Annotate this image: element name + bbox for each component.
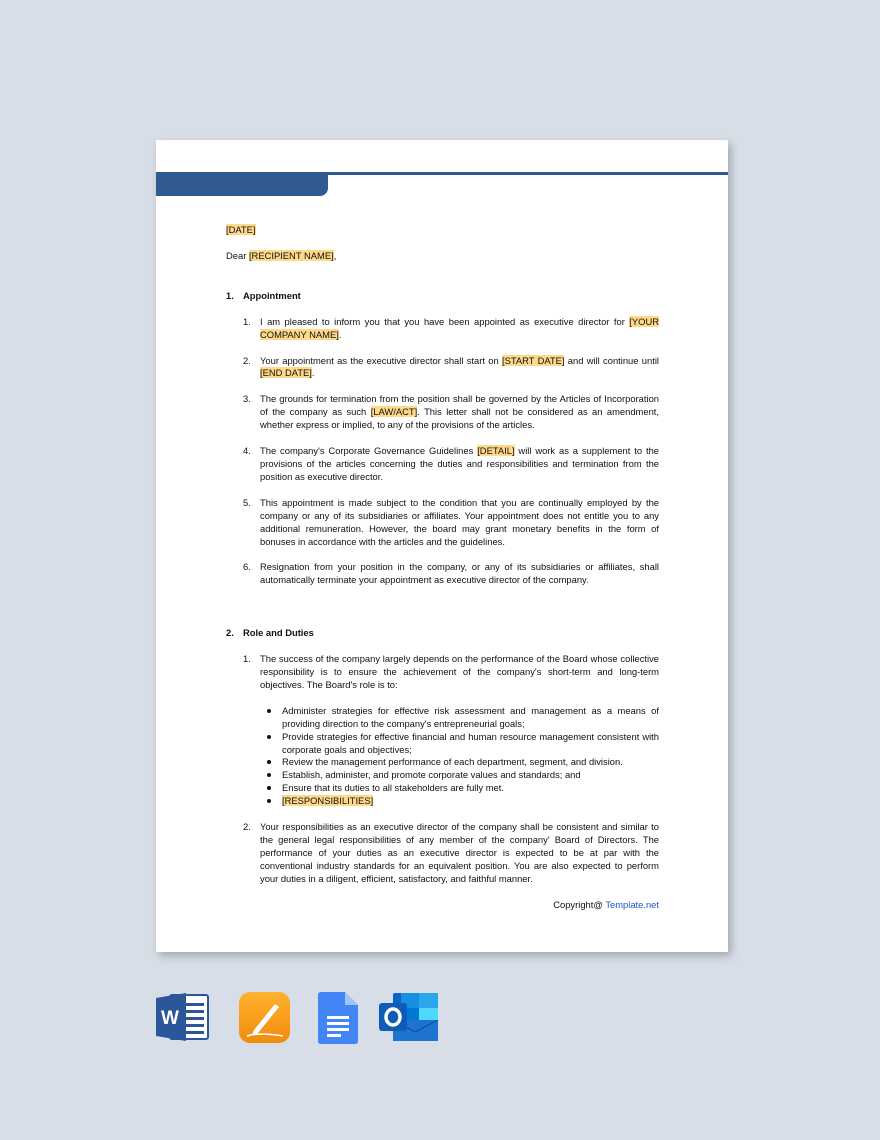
item-text: The success of the company largely depends on the performance of the Board whose collective responsibility is to ensure the achievement of the company's short-term and long-term objectives. The Board's role is to: xyxy=(260,653,659,690)
board-role-list xyxy=(226,705,659,808)
item-text: . xyxy=(311,367,315,379)
section-1-item-3 xyxy=(226,393,659,432)
item-text: Resignation from your position in the company, or any of its subsidiaries or affiliates, shall automatically terminate your appointment as executive director of the company. xyxy=(260,561,659,586)
date-placeholder: [DATE] xyxy=(226,224,256,235)
item-number: 4. xyxy=(243,445,251,457)
salutation-prefix: Dear xyxy=(226,249,249,261)
list-item: Establish, administer, and promote corporate values and standards; and xyxy=(226,769,659,782)
template-net-link[interactable]: Template.net xyxy=(605,898,659,910)
copyright-line xyxy=(226,899,659,912)
list-item: Administer strategies for effective risk assessment and management as a means of providing direction to the company's entrepreneurial goals; xyxy=(226,705,659,731)
section-2-number: 2. xyxy=(226,627,234,639)
svg-text:W: W xyxy=(161,1008,179,1029)
list-item xyxy=(226,795,659,808)
salutation-suffix: , xyxy=(333,249,337,261)
section-2-title-text: Role and Duties xyxy=(243,627,314,639)
section-2-title xyxy=(226,627,659,640)
item-text: The company's Corporate Governance Guidelines xyxy=(260,445,478,457)
word-icon[interactable] xyxy=(156,992,210,1047)
list-item: Ensure that its duties to all stakeholders are fully met. xyxy=(226,782,659,795)
section-1-item-1 xyxy=(226,316,659,342)
item-text: Your responsibilities as an executive director of the company shall be consistent and similar to the general legal responsibilities of any member of the company' Board of Directors. The performance of your duties as an executive director is expected to be at par with the conventional industry standards for an equivalent position. You are also expected to perform your duties in a diligent, efficient, satisfactory, and faithful manner. xyxy=(260,821,659,884)
end-date-placeholder: [END DATE] xyxy=(260,367,312,379)
item-text: will work as a supplement to the provisions of the articles concerning the duties and responsibilities and termination from the position as executive director. xyxy=(260,445,659,482)
item-number: 6. xyxy=(243,561,251,573)
law-act-placeholder: [LAW/ACT] xyxy=(370,406,418,418)
pages-icon[interactable] xyxy=(239,992,290,1048)
detail-placeholder: [DETAIL] xyxy=(477,445,515,457)
section-1-title-text: Appointment xyxy=(243,289,301,301)
item-text: . This letter shall not be considered as an amendment, whether express or implied, to any of the provisions of the articles. xyxy=(260,406,659,431)
section-1-item-4 xyxy=(226,445,659,484)
header-tab xyxy=(156,175,328,196)
section-2-item-2 xyxy=(226,821,659,886)
item-text: . xyxy=(338,328,342,340)
item-text: Your appointment as the executive director shall start on xyxy=(260,354,502,366)
item-text: I am pleased to inform you that you have been appointed as executive director for xyxy=(260,315,630,327)
section-spacer xyxy=(226,600,659,627)
document-page xyxy=(156,140,728,952)
item-number: 2. xyxy=(243,821,251,833)
section-1-title xyxy=(226,290,659,303)
item-text: The grounds for termination from the position shall be governed by the Articles of Incorporation of the company as such xyxy=(260,393,659,418)
google-docs-icon[interactable] xyxy=(318,992,358,1049)
letter-body xyxy=(226,224,659,912)
date-line xyxy=(226,224,659,237)
outlook-icon[interactable] xyxy=(379,992,439,1047)
item-number: 3. xyxy=(243,393,251,405)
list-item: Review the management performance of each department, segment, and division. xyxy=(226,756,659,769)
item-text: This appointment is made subject to the condition that you are continually employed by the company or any of its subsidiaries or affiliates. Your appointment does not entitle you to any additional remuneration. However, the board may grant monetary benefits in the form of bonuses in accordance with the articles and the guidelines. xyxy=(260,496,659,547)
item-number: 1. xyxy=(243,653,251,665)
company-name-placeholder: [YOUR COMPANY NAME] xyxy=(260,315,659,340)
salutation xyxy=(226,250,659,263)
section-1-item-5 xyxy=(226,497,659,549)
item-text: and will continue until xyxy=(564,354,659,366)
copyright-text: Copyright@ xyxy=(553,898,606,910)
responsibilities-placeholder: [RESPONSIBILITIES] xyxy=(282,795,374,807)
section-1-item-2 xyxy=(226,355,659,381)
section-2-item-1 xyxy=(226,653,659,692)
item-number: 5. xyxy=(243,496,251,508)
section-1-item-6 xyxy=(226,561,659,587)
section-1-number: 1. xyxy=(226,289,234,301)
start-date-placeholder: [START DATE] xyxy=(501,354,565,366)
item-number: 1. xyxy=(243,315,251,327)
list-item: Provide strategies for effective financial and human resource management consistent with corporate goals and objectives; xyxy=(226,731,659,757)
item-number: 2. xyxy=(243,354,251,366)
recipient-placeholder: [RECIPIENT NAME] xyxy=(248,249,334,261)
